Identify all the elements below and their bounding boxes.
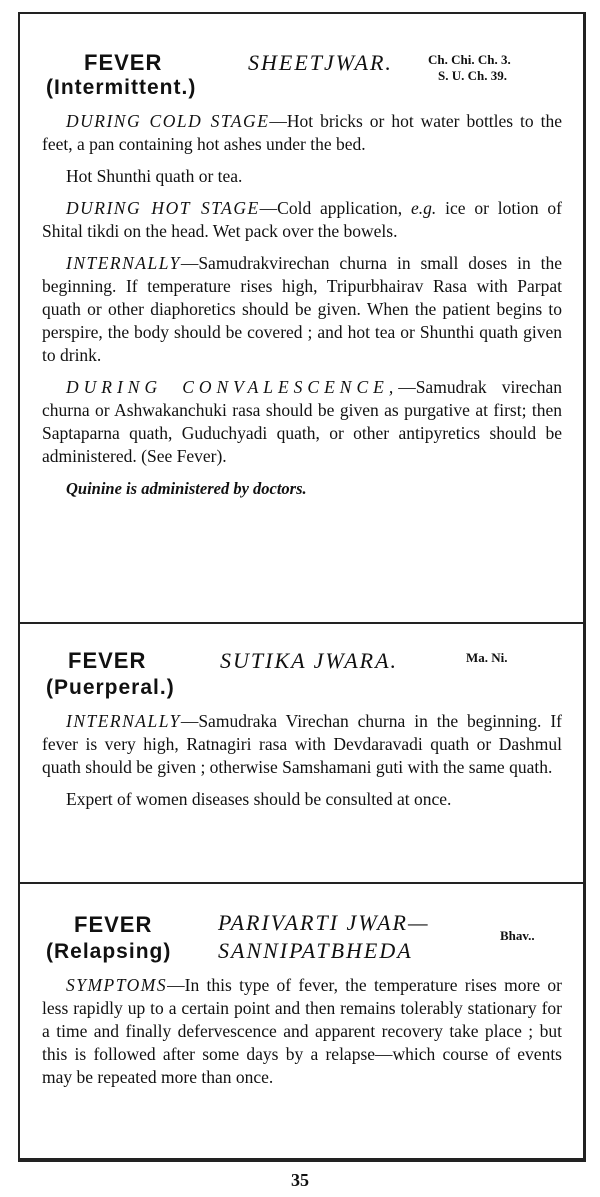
paragraph-text: Expert of women diseases should be consulted at once. bbox=[66, 789, 452, 809]
section-subtitle: (Puerperal.) bbox=[46, 676, 175, 699]
paragraph-text: ice or lotion of Shital tikdi on the head. Wet pack over the bowels. bbox=[42, 198, 562, 241]
paragraph-text: —Samudrak virechan churna or Ashwakanchuki rasa should be given as purgative at first; then Saptaparna quath, Guduchyadi quath, or other antipyretics should be administered. (See Fever). bbox=[42, 377, 562, 466]
sanskrit-title: SHEETJWAR. bbox=[248, 50, 393, 75]
note-text: Quinine is administered by doctors. bbox=[66, 479, 307, 498]
paragraph-expert bbox=[42, 788, 562, 811]
reference: Ma. Ni. bbox=[466, 650, 508, 665]
section-subtitle: (Relapsing) bbox=[46, 940, 172, 963]
paragraph-lead: SYMPTOMS bbox=[66, 975, 168, 995]
section-divider bbox=[20, 882, 583, 884]
paragraph-text: —Samudrakvirechan churna in small doses in the beginning. If temperature rises high, Tripurbhairav Rasa with Parpat quath or other diaphoretics should be given. When the patient begins to perspire, the body should be covered ; and hot tea or Shunthi quath given to drink. bbox=[42, 253, 562, 365]
paragraph-convalescence bbox=[42, 376, 562, 468]
reference-2: S. U. Ch. 39. bbox=[438, 68, 507, 83]
section-body bbox=[42, 974, 562, 1098]
section-body bbox=[42, 110, 562, 509]
note bbox=[42, 477, 562, 500]
paragraph-lead: INTERNALLY bbox=[66, 253, 181, 273]
reference: Bhav.. bbox=[500, 928, 535, 943]
paragraph-internally bbox=[42, 710, 562, 779]
reference-1: Ch. Chi. Ch. 3. bbox=[428, 52, 511, 67]
paragraph-lead: INTERNALLY bbox=[66, 711, 181, 731]
section-title: FEVER bbox=[68, 648, 147, 673]
paragraph-lead: DURING CONVALESCENCE, bbox=[66, 377, 399, 397]
section-subtitle: (Intermittent.) bbox=[46, 76, 197, 99]
paragraph-text: Hot Shunthi quath or tea. bbox=[66, 166, 243, 186]
paragraph-lead: DURING COLD STAGE bbox=[66, 111, 270, 131]
paragraph-text: —Hot bricks or hot water bottles to the feet, a pan containing hot ashes under the bed. bbox=[42, 111, 562, 154]
paragraph-text: —Cold application, bbox=[259, 198, 411, 218]
paragraph-eg: e.g. bbox=[411, 198, 437, 218]
sanskrit-title-line-2: SANNIPATBHEDA bbox=[218, 938, 413, 963]
page-number: 35 bbox=[291, 1170, 309, 1190]
paragraph-text: —Samudraka Virechan churna in the beginning. If fever is very high, Ratnagiri rasa with Devdaravadi quath or Dashmul quath should be given ; otherwise Samshamani guti with the same quath. bbox=[42, 711, 562, 777]
sanskrit-title: SUTIKA JWARA. bbox=[220, 648, 399, 673]
page-frame bbox=[18, 12, 586, 1162]
paragraph-cold-stage bbox=[42, 110, 562, 156]
section-body bbox=[42, 710, 562, 820]
sanskrit-title-line-1: PARIVARTI JWAR— bbox=[218, 910, 430, 935]
section-title: FEVER bbox=[74, 912, 153, 937]
paragraph-internally bbox=[42, 252, 562, 367]
paragraph-lead: DURING HOT STAGE bbox=[66, 198, 260, 218]
section-title: FEVER bbox=[84, 50, 163, 75]
paragraph-text: —In this type of fever, the temperature rises more or less rapidly up to a certain point and then remains tolerably stationary for a time and finally defervescence and apparent recovery take place ; but this is followed after some days by a relapse—which course of events may be repeated more than once. bbox=[42, 975, 562, 1087]
paragraph-shunthi bbox=[42, 165, 562, 188]
paragraph-hot-stage bbox=[42, 197, 562, 243]
section-divider bbox=[20, 622, 583, 624]
paragraph-symptoms bbox=[42, 974, 562, 1089]
